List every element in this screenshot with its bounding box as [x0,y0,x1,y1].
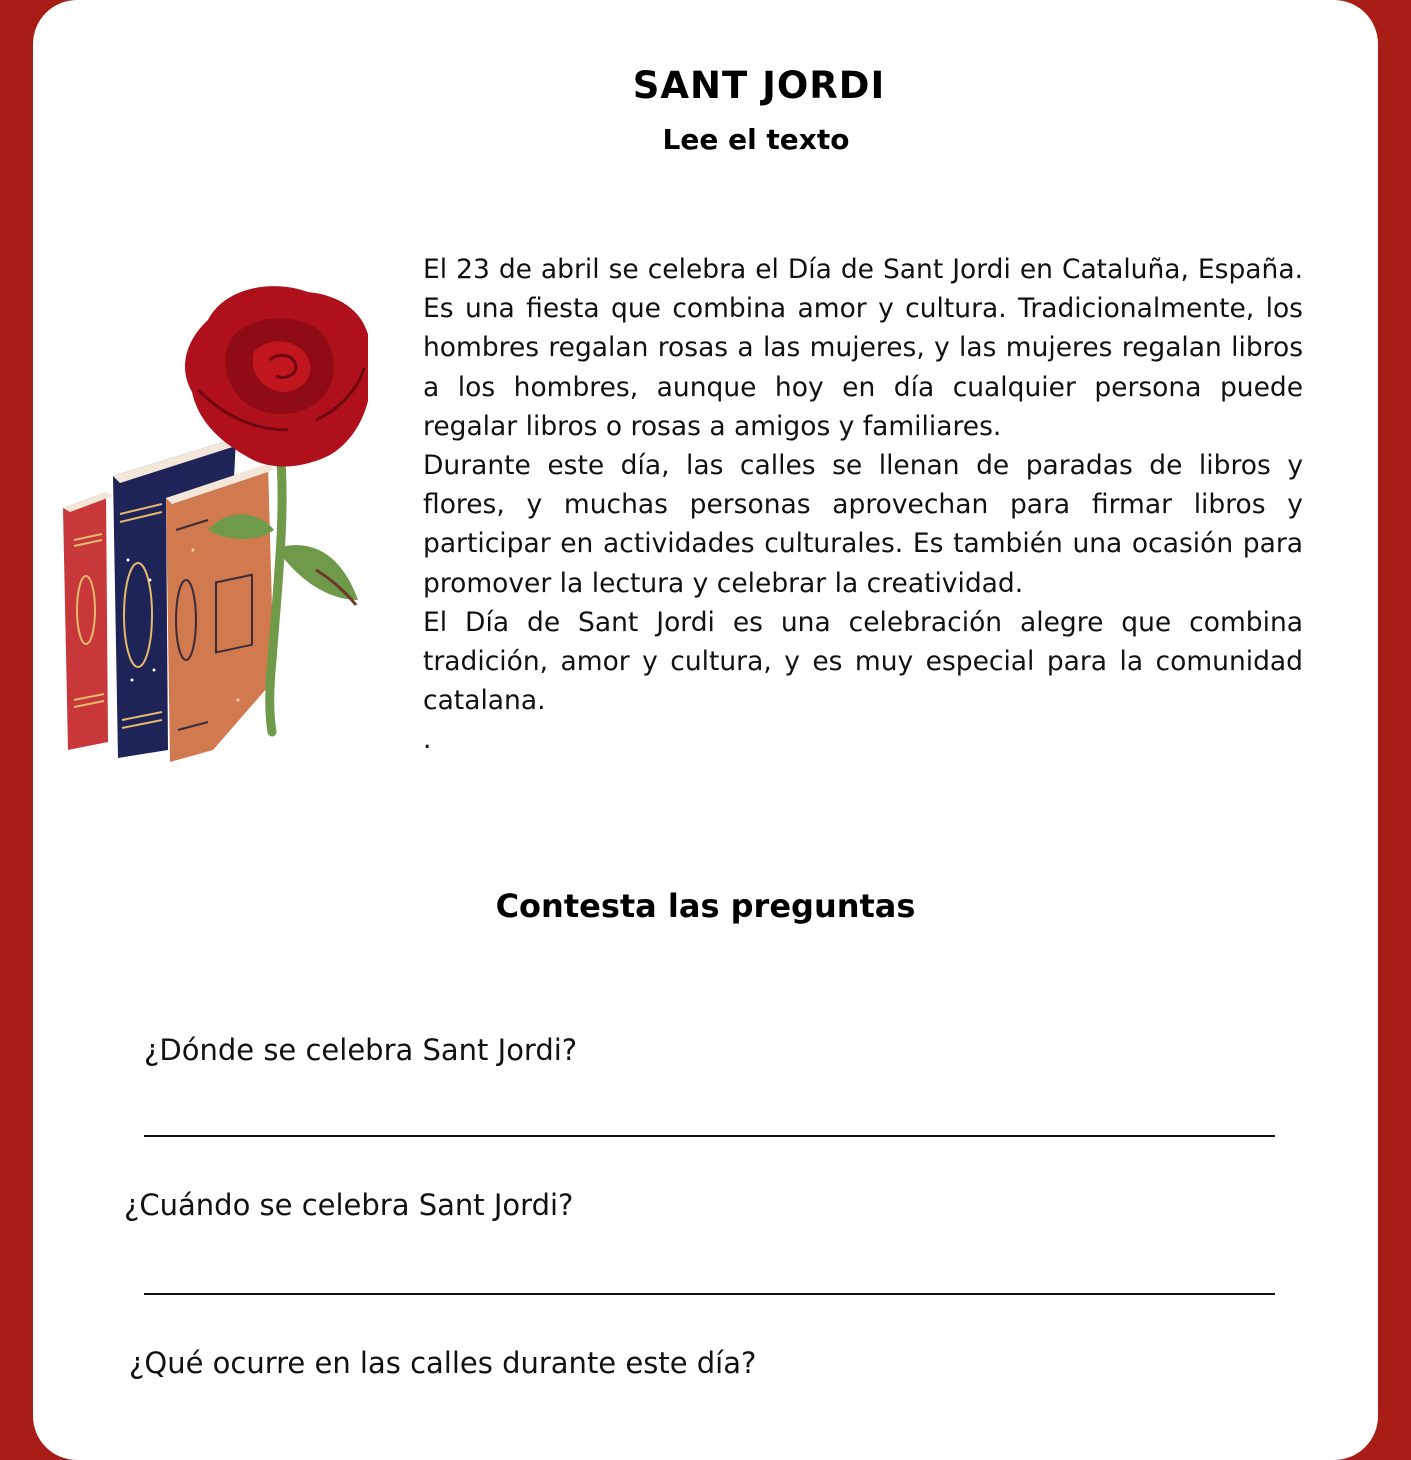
rose-icon [185,286,368,466]
question-3: ¿Qué ocurre en las calles durante este día? [129,1346,757,1380]
question-1: ¿Dónde se celebra Sant Jordi? [144,1033,578,1067]
red-book-icon [63,492,113,750]
question-2: ¿Cuándo se celebra Sant Jordi? [124,1188,574,1222]
page-subtitle: Lee el texto [662,123,850,156]
reading-text [423,250,1303,760]
questions-heading: Contesta las preguntas [495,887,916,925]
answer-line-1[interactable] [144,1135,1275,1137]
reading-paragraph: El 23 de abril se celebra el Día de Sant Jordi en Cataluña, España. Es una fiesta que combina amor y cultura. Tradicionalmente, los hombres regalan rosas a las mujeres, y las mujeres regalan libros a los hombres, aunque hoy en día cualquier persona puede regalar libros o rosas a amigos y familiares. [423,254,1303,442]
reading-paragraph: . [423,724,432,756]
reading-paragraph: Durante este día, las calles se llenan de paradas de libros y flores, y muchas personas aprovechan para firmar libros y participar en actividades culturales. Es también una ocasión para promover la lectura y celebrar la creatividad. [423,450,1303,599]
page-title: SANT JORDI [632,64,886,107]
orange-book-icon [166,464,274,762]
answer-line-2[interactable] [144,1293,1275,1295]
reading-paragraph: El Día de Sant Jordi es una celebración alegre que combina tradición, amor y cultura, y es muy especial para la comunidad catalana. [423,606,1303,717]
books-and-rose-illustration [58,280,368,770]
